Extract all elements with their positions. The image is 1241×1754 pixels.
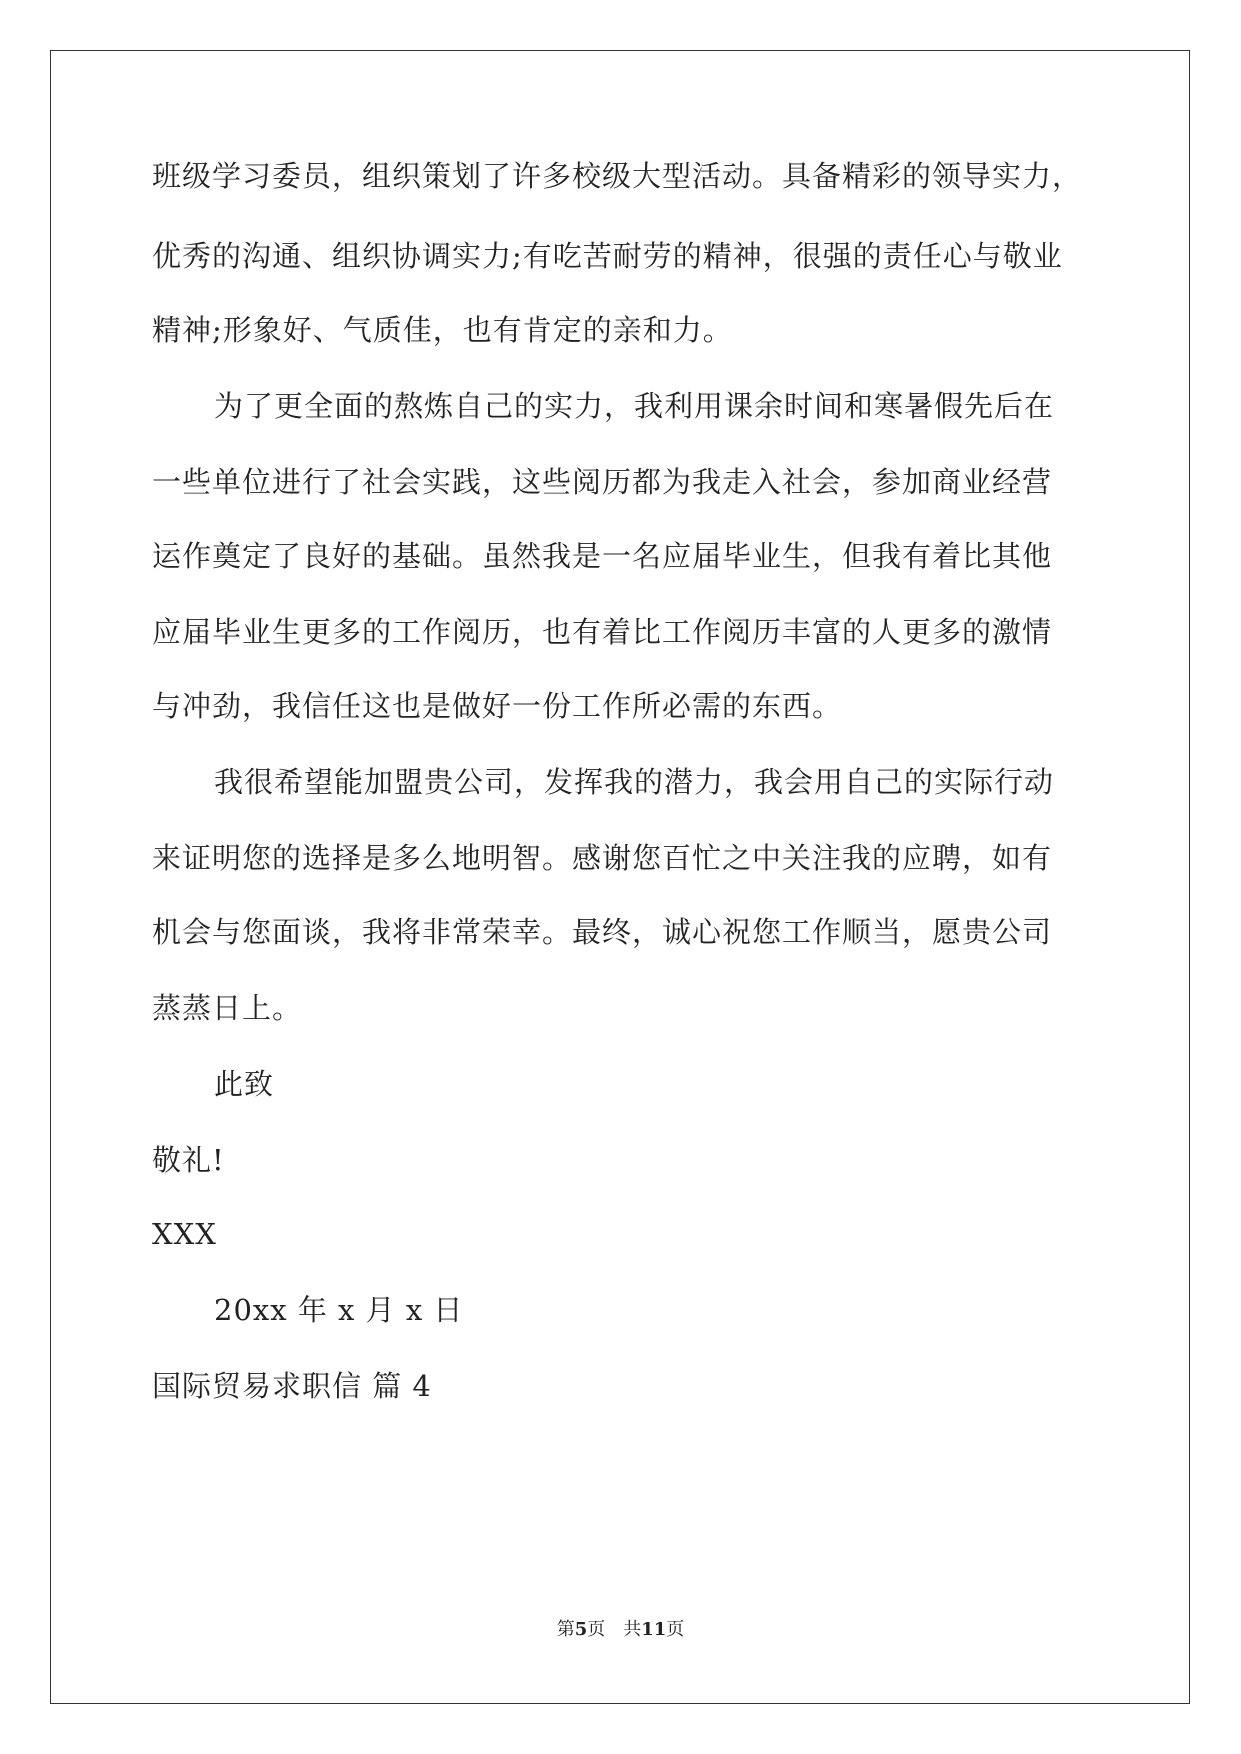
- body-line: 优秀的沟通、组织协调实力;有吃苦耐劳的精神，很强的责任心与敬业: [152, 239, 1063, 273]
- body-line: 应届毕业生更多的工作阅历，也有着比工作阅历丰富的人更多的激情: [152, 615, 1053, 649]
- body-line: 为了更全面的熬炼自己的实力，我利用课余时间和寒暑假先后在: [214, 389, 1055, 423]
- body-line: 我很希望能加盟贵公司，发挥我的潜力，我会用自己的实际行动: [214, 765, 1055, 799]
- signature-name: XXX: [152, 1217, 217, 1251]
- total-page-count: 11: [641, 1619, 667, 1640]
- section-heading: 国际贸易求职信 篇 4: [152, 1369, 432, 1403]
- closing-salutation: 此致: [214, 1067, 275, 1101]
- body-line: 运作奠定了良好的基础。虽然我是一名应届毕业生，但我有着比其他: [152, 539, 1053, 573]
- body-line: 精神;形象好、气质佳，也有肯定的亲和力。: [152, 313, 733, 347]
- page-footer: [0, 1618, 1241, 1642]
- body-line: 机会与您面谈，我将非常荣幸。最终，诚心祝您工作顺当，愿贵公司: [152, 915, 1053, 949]
- closing-regards: 敬礼!: [152, 1143, 225, 1177]
- body-line: 来证明您的选择是多么地明智。感谢您百忙之中关注我的应聘，如有: [152, 841, 1053, 875]
- current-page-number: 5: [574, 1619, 588, 1640]
- body-line: 一些单位进行了社会实践，这些阅历都为我走入社会，参加商业经营: [152, 465, 1053, 499]
- footer-middle: 页 共: [587, 1619, 642, 1640]
- footer-prefix: 第: [556, 1619, 575, 1640]
- body-line: 班级学习委员，组织策划了许多校级大型活动。具备精彩的领导实力，: [152, 159, 1083, 193]
- body-line: 蒸蒸日上。: [152, 991, 303, 1025]
- letter-date: 20xx 年 x 月 x 日: [214, 1293, 464, 1327]
- body-line: 与冲劲，我信任这也是做好一份工作所必需的东西。: [152, 689, 843, 723]
- footer-suffix: 页: [666, 1619, 685, 1640]
